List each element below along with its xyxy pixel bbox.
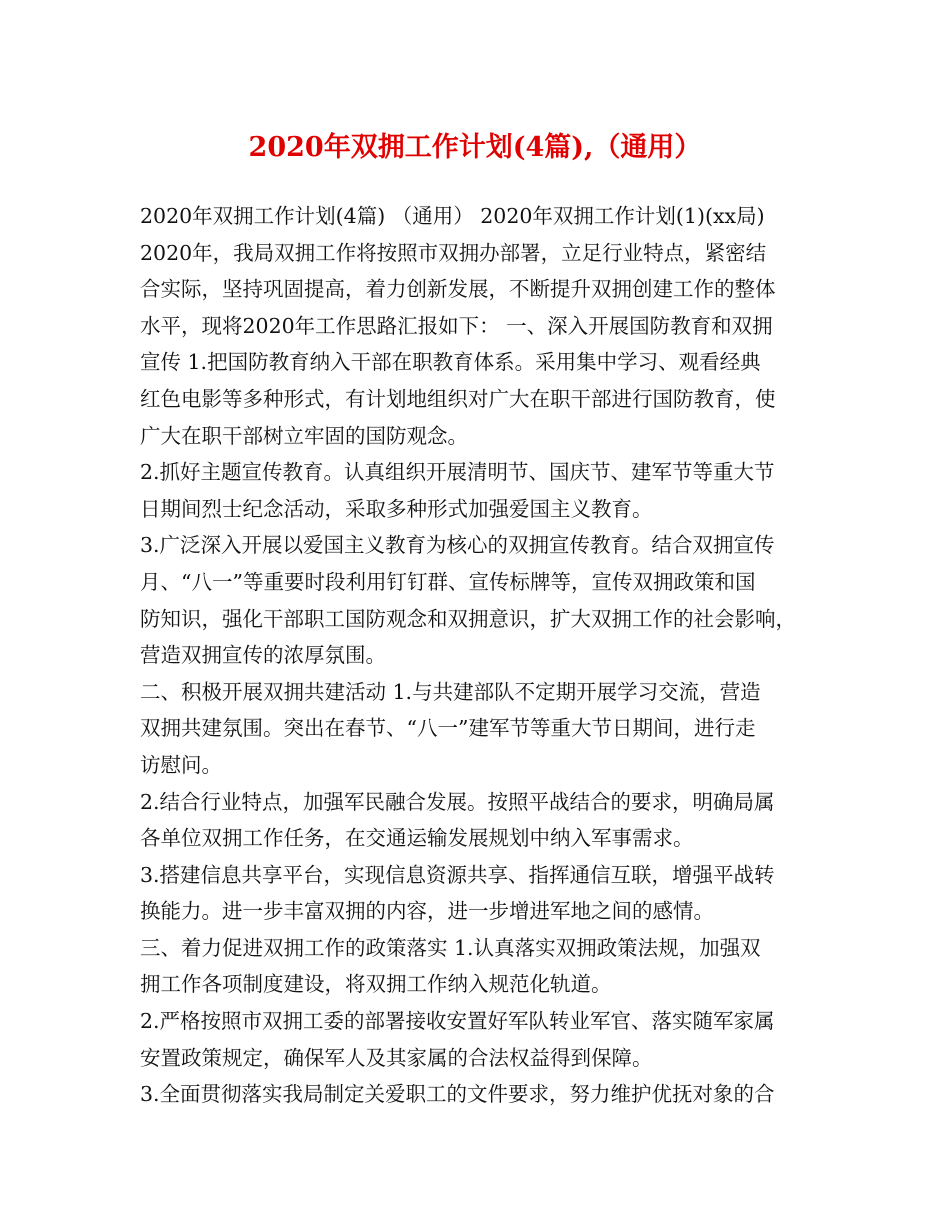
body-line: 双拥共建氛围。突出在春节、“八一”建军节等重大节日期间，进行走 bbox=[140, 716, 756, 741]
body-line: 日期间烈士纪念活动，采取多种形式加强爱国主义教育。 bbox=[140, 496, 653, 521]
body-line: 月、“八一”等重要时段利用钉钉群、宣传标牌等，宣传双拥政策和国 bbox=[140, 569, 756, 594]
body-line: 水平，现将2020年工作思路汇报如下： 一、深入开展国防教育和双拥 bbox=[140, 313, 773, 338]
body-line: 3.广泛深入开展以爱国主义教育为核心的双拥宣传教育。结合双拥宣传 bbox=[140, 533, 775, 558]
body-line: 2.结合行业特点，加强军民融合发展。按照平战结合的要求，明确局属 bbox=[140, 789, 775, 814]
body-line: 广大在职干部树立牢固的国防观念。 bbox=[140, 423, 468, 448]
body-line: 2020年，我局双拥工作将按照市双拥办部署，立足行业特点，紧密结 bbox=[140, 240, 767, 265]
body-line: 防知识，强化干部职工国防观念和双拥意识，扩大双拥工作的社会影响， bbox=[140, 606, 796, 631]
body-line: 宣传 1.把国防教育纳入干部在职教育体系。采用集中学习、观看经典 bbox=[140, 350, 761, 375]
body-line: 营造双拥宣传的浓厚氛围。 bbox=[140, 643, 386, 668]
body-line: 三、着力促进双拥工作的政策落实 1.认真落实双拥政策法规，加强双 bbox=[140, 935, 761, 960]
body-line: 二、积极开展双拥共建活动 1.与共建部队不定期开展学习交流，营造 bbox=[140, 679, 761, 704]
body-line: 红色电影等多种形式，有计划地组织对广大在职干部进行国防教育，使 bbox=[140, 386, 776, 411]
document-body bbox=[140, 198, 820, 1113]
body-line: 安置政策规定，确保军人及其家属的合法权益得到保障。 bbox=[140, 1045, 653, 1070]
body-line: 3.搭建信息共享平台，实现信息资源共享、指挥通信互联，增强平战转 bbox=[140, 862, 775, 887]
document-title: 2020年双拥工作计划(4篇),（通用） bbox=[248, 132, 702, 163]
body-line: 换能力。进一步丰富双拥的内容，进一步增进军地之间的感情。 bbox=[140, 899, 714, 924]
body-line: 2.抓好主题宣传教育。认真组织开展清明节、国庆节、建军节等重大节 bbox=[140, 460, 775, 485]
body-line: 合实际，坚持巩固提高，着力创新发展，不断提升双拥创建工作的整体 bbox=[140, 277, 776, 302]
body-line: 各单位双拥工作任务，在交通运输发展规划中纳入军事需求。 bbox=[140, 826, 694, 851]
body-line: 访慰问。 bbox=[140, 752, 222, 777]
body-line: 2.严格按照市双拥工委的部署接收安置好军队转业军官、落实随军家属 bbox=[140, 1009, 775, 1034]
body-line: 3.全面贯彻落实我局制定关爱职工的文件要求，努力维护优抚对象的合 bbox=[140, 1082, 775, 1107]
body-line: 2020年双拥工作计划(4篇) （通用） 2020年双拥工作计划(1)(xx局) bbox=[140, 204, 765, 228]
body-line: 拥工作各项制度建设，将双拥工作纳入规范化轨道。 bbox=[140, 972, 612, 997]
